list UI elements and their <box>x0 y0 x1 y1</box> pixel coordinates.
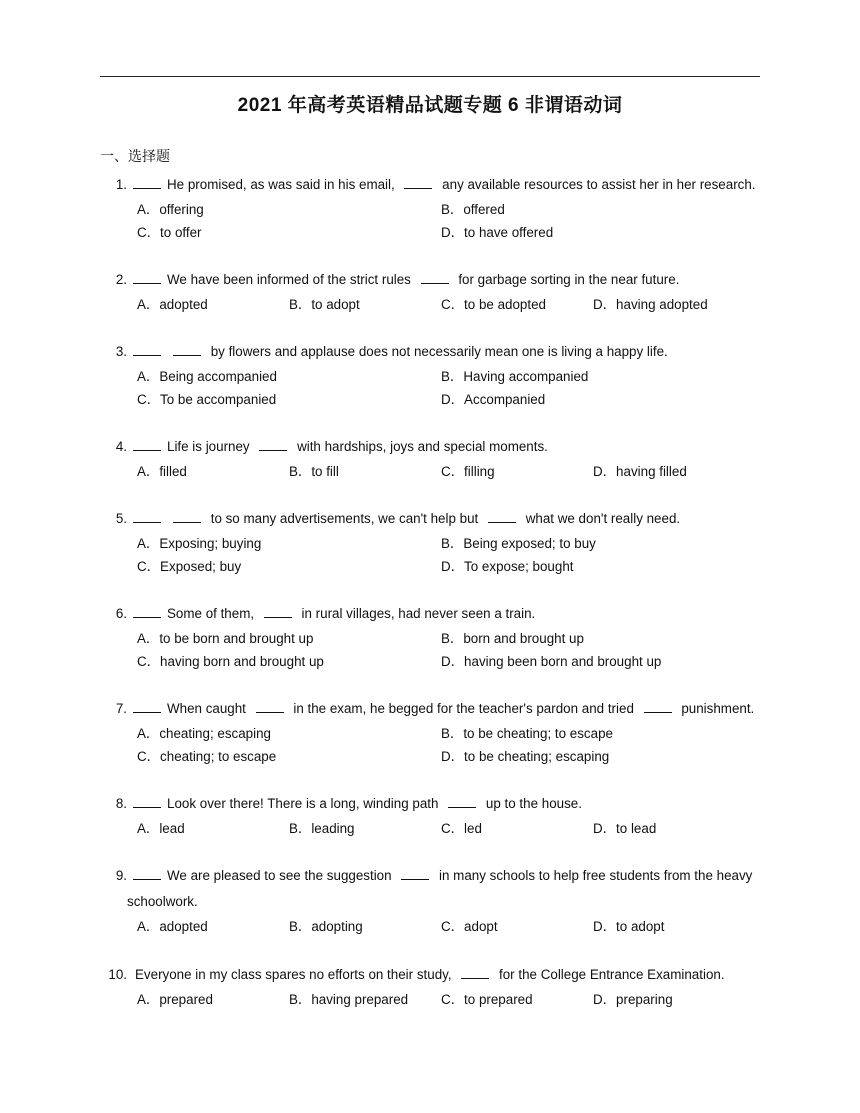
answer-option[interactable]: A．filled <box>137 464 187 479</box>
question-text-part: with hardships, joys and special moments. <box>293 439 548 454</box>
answer-option[interactable]: B．Having accompanied <box>441 369 589 384</box>
answer-blank[interactable] <box>173 341 201 356</box>
answer-option[interactable]: A．adopted <box>137 297 208 312</box>
question-text-part: We have been informed of the strict rules <box>167 272 415 287</box>
question-stem <box>0 173 860 197</box>
answer-option[interactable]: C．to prepared <box>441 992 533 1007</box>
question-stem <box>0 602 860 626</box>
answer-option[interactable]: D．to be cheating; escaping <box>441 749 610 764</box>
answer-option[interactable]: B．to be cheating; to escape <box>441 726 613 741</box>
answer-option[interactable]: C．to be adopted <box>441 297 546 312</box>
question-text-part: what we don't really need. <box>521 511 681 526</box>
question-item <box>0 268 860 312</box>
question-text-part: for the College Entrance Examination. <box>495 967 725 982</box>
answer-blank[interactable] <box>264 603 292 618</box>
question-text-part: in rural villages, had never seen a train. <box>297 606 536 621</box>
question-item <box>0 507 860 574</box>
answer-option[interactable]: B．leading <box>289 821 355 836</box>
question-text <box>133 602 535 626</box>
answer-blank[interactable] <box>404 174 432 189</box>
question-stem <box>0 963 860 987</box>
answer-option[interactable]: C．to offer <box>137 225 202 240</box>
question-text <box>133 435 548 459</box>
answer-blank[interactable] <box>421 269 449 284</box>
answer-option[interactable]: A．prepared <box>137 992 213 1007</box>
answer-option[interactable]: D．to adopt <box>593 919 665 934</box>
question-stem <box>0 792 860 816</box>
question-text-part: to so many advertisements, we can't help but <box>207 511 482 526</box>
answer-option[interactable]: A．to be born and brought up <box>137 631 314 646</box>
answer-option[interactable]: D．preparing <box>593 992 673 1007</box>
question-text-part: up to the house. <box>482 796 582 811</box>
answer-blank[interactable] <box>133 793 161 808</box>
question-number: 2. <box>115 272 127 287</box>
answer-option[interactable]: C．To be accompanied <box>137 392 277 407</box>
question-stem <box>0 340 860 364</box>
question-text-part: in many schools to help free students from the heavy <box>435 868 753 883</box>
answer-option[interactable]: D．having filled <box>593 464 687 479</box>
answer-option[interactable]: D．to have offered <box>441 225 554 240</box>
answer-option[interactable]: B．offered <box>441 202 505 217</box>
question-number: 6. <box>115 606 127 621</box>
answer-option[interactable]: C．having born and brought up <box>137 654 324 669</box>
question-number: 9. <box>115 868 127 883</box>
answer-blank[interactable] <box>259 436 287 451</box>
answer-blank[interactable] <box>133 698 161 713</box>
question-text <box>133 268 679 292</box>
answer-blank[interactable] <box>488 508 516 523</box>
answer-blank[interactable] <box>173 508 201 523</box>
question-item <box>0 340 860 407</box>
question-text-part: Life is journey <box>167 439 254 454</box>
question-stem <box>0 864 860 888</box>
question-item <box>0 792 860 836</box>
answer-option[interactable]: A．lead <box>137 821 185 836</box>
answer-blank[interactable] <box>133 865 161 880</box>
question-text <box>133 697 754 721</box>
question-number: 1. <box>115 177 127 192</box>
answer-blank[interactable] <box>133 508 161 523</box>
answer-option[interactable]: C．adopt <box>441 919 498 934</box>
question-text-part: punishment. <box>677 701 755 716</box>
answer-option[interactable]: A．Being accompanied <box>137 369 277 384</box>
answer-blank[interactable] <box>401 865 429 880</box>
question-stem <box>0 697 860 721</box>
answer-blank[interactable] <box>133 603 161 618</box>
question-stem <box>0 507 860 531</box>
answer-blank[interactable] <box>644 698 672 713</box>
question-text-part: any available resources to assist her in her research. <box>438 177 756 192</box>
question-stem <box>0 268 860 292</box>
top-rule <box>100 76 760 77</box>
question-number: 7. <box>115 701 127 716</box>
answer-option[interactable]: D．Accompanied <box>441 392 546 407</box>
answer-blank[interactable] <box>448 793 476 808</box>
question-text-part: When caught <box>167 701 250 716</box>
answer-option[interactable]: A．Exposing; buying <box>137 536 262 551</box>
question-text <box>133 340 668 364</box>
question-item <box>0 864 860 934</box>
question-text-continuation: schoolwork. <box>127 894 198 909</box>
answer-option[interactable]: A．offering <box>137 202 204 217</box>
question-text-part: for garbage sorting in the near future. <box>454 272 680 287</box>
answer-option[interactable]: B．Being exposed; to buy <box>441 536 596 551</box>
question-stem <box>0 435 860 459</box>
answer-option[interactable]: D．To expose; bought <box>441 559 574 574</box>
question-number: 4. <box>115 439 127 454</box>
answer-blank[interactable] <box>133 174 161 189</box>
question-text <box>133 507 680 531</box>
answer-option[interactable]: B．born and brought up <box>441 631 584 646</box>
question-text-part: by flowers and applause does not necessarily mean one is living a happy life. <box>207 344 668 359</box>
question-text-part: We are pleased to see the suggestion <box>167 868 396 883</box>
answer-option[interactable]: C．cheating; to escape <box>137 749 277 764</box>
answer-blank[interactable] <box>461 964 489 979</box>
question-text-part: in the exam, he begged for the teacher's pardon and tried <box>289 701 638 716</box>
question-item <box>0 173 860 240</box>
answer-blank[interactable] <box>133 269 161 284</box>
question-text <box>135 963 725 987</box>
question-item <box>0 963 860 1007</box>
question-item <box>0 602 860 669</box>
answer-option[interactable]: B．to adopt <box>289 297 360 312</box>
answer-blank[interactable] <box>133 436 161 451</box>
answer-option[interactable]: B．adopting <box>289 919 363 934</box>
question-text <box>133 864 752 888</box>
question-text <box>133 173 756 197</box>
question-text <box>133 792 582 816</box>
question-text-part: Look over there! There is a long, winding path <box>167 796 443 811</box>
question-text-part: Everyone in my class spares no efforts on their study, <box>135 967 456 982</box>
answer-option[interactable]: C．led <box>441 821 482 836</box>
question-number: 10. <box>108 967 127 982</box>
answer-option[interactable]: C．Exposed; buy <box>137 559 242 574</box>
answer-option[interactable]: C．filling <box>441 464 495 479</box>
question-number: 3. <box>115 344 127 359</box>
answer-option[interactable]: A．adopted <box>137 919 208 934</box>
question-text-part: Some of them, <box>167 606 258 621</box>
question-item <box>0 435 860 479</box>
question-text-part: He promised, as was said in his email, <box>167 177 399 192</box>
answer-option[interactable]: D．having been born and brought up <box>441 654 662 669</box>
answer-option[interactable]: D．to lead <box>593 821 657 836</box>
question-number: 8. <box>115 796 127 811</box>
document-title: 2021 年高考英语精品试题专题 6 非谓语动词 <box>237 95 623 116</box>
question-number: 5. <box>115 511 127 526</box>
answer-blank[interactable] <box>256 698 284 713</box>
answer-option[interactable]: A．cheating; escaping <box>137 726 271 741</box>
answer-option[interactable]: B．having prepared <box>289 992 409 1007</box>
section-heading: 一、选择题 <box>100 148 170 164</box>
answer-blank[interactable] <box>133 341 161 356</box>
question-item <box>0 697 860 764</box>
answer-option[interactable]: B．to fill <box>289 464 339 479</box>
answer-option[interactable]: D．having adopted <box>593 297 708 312</box>
